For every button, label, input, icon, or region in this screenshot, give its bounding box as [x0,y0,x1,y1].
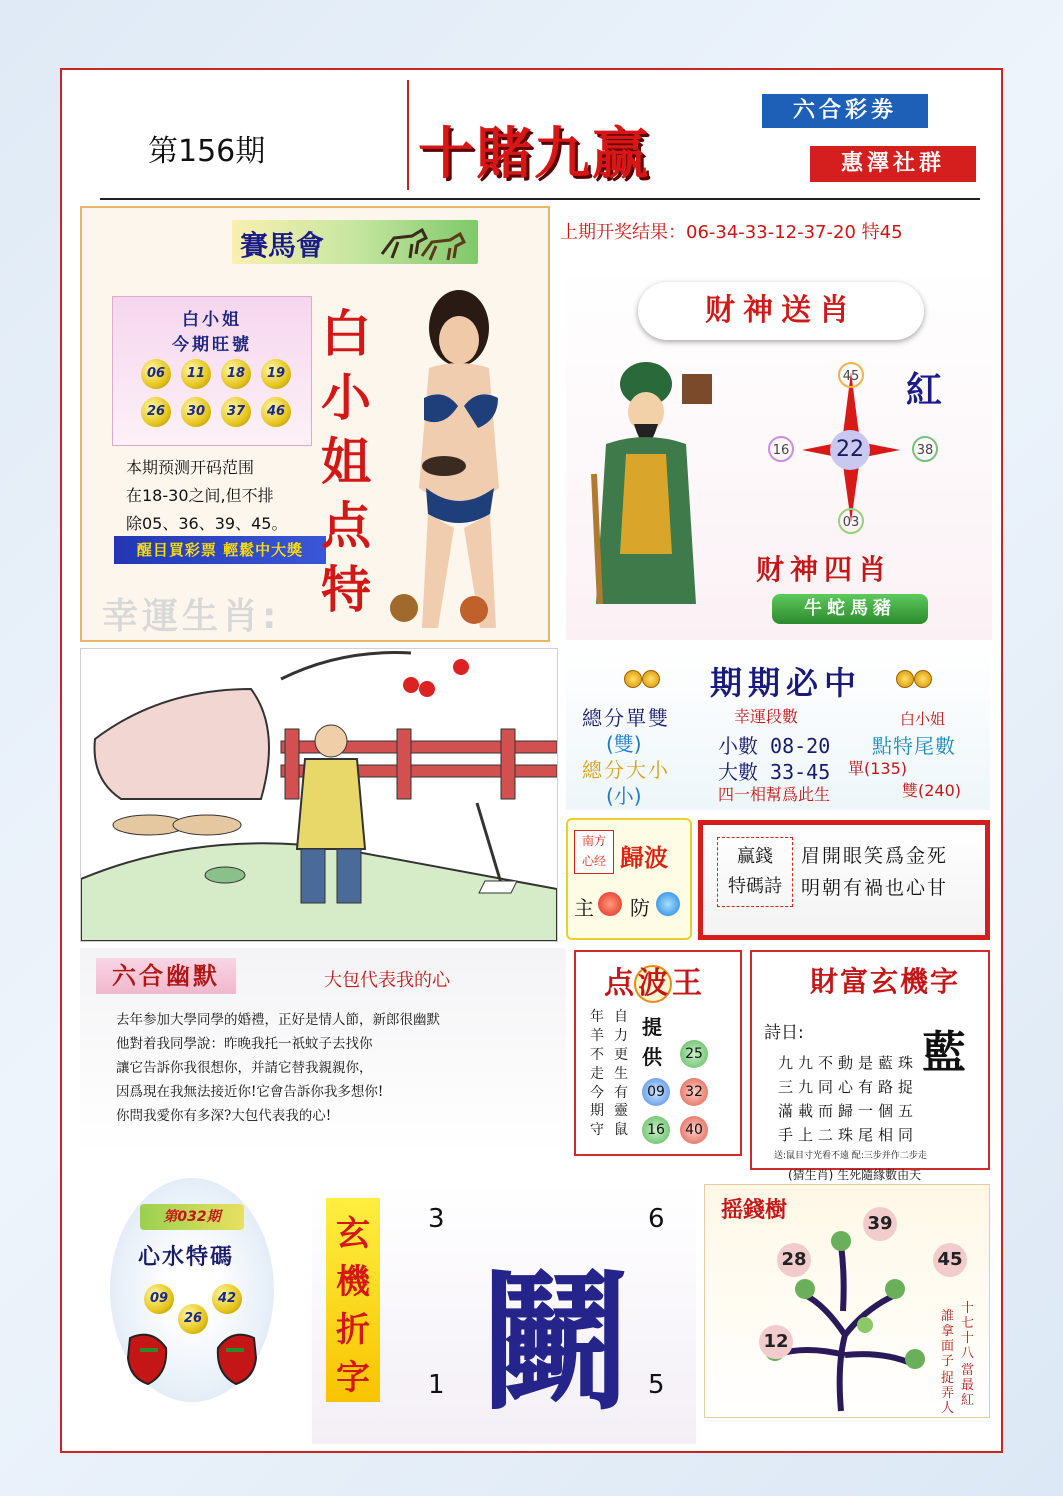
verse-column-1b: 期守 [590,1103,604,1138]
humor-line: 因爲現在我無法接近你!它會告訴你我多想你! [116,1084,384,1100]
total-size-label: 總分大小 [582,758,670,782]
poem-label: 赢錢 [737,846,773,867]
tree-illustration [745,1225,935,1415]
four-zodiac-title: 财神四肖 [756,553,893,586]
color-king-panel [574,950,742,1156]
corner-number-bl: 1 [428,1370,445,1400]
number-ball: 37 [221,397,251,427]
horse-racing-icon [372,224,472,262]
riddle-line: 手上二珠尾相同 [778,1126,919,1144]
humor-body [116,1008,560,1128]
number-right: 38 [912,436,938,462]
number-top: 45 [838,362,864,388]
miss-bai-label: 白小姐 [900,710,946,728]
issue-number: 第156期 [148,134,266,169]
headline-char: 特 [321,560,371,619]
riddle-line: 滿載而歸一個五 [778,1102,919,1120]
tag-lottery: 六合彩劵 [762,94,928,128]
total-oddeven-value: (雙) [606,732,642,756]
humor-line: 讓它告訴你我很想你，并請它替我親親你， [116,1060,373,1076]
title-char: 王 [672,966,702,1001]
poster-frame [60,68,1003,1453]
number-center: 22 [830,430,870,470]
humor-title: 六合幽默 [96,958,236,994]
prediction-text [126,454,326,538]
tail-number-label: 點特尾數 [872,734,956,758]
blue-ball-icon [656,892,680,916]
tree-verse-b2: 當最紅 [961,1363,975,1408]
poem-label: 特碼詩 [728,876,782,897]
guaranteed-hit-title: 期期必中 [710,664,863,702]
poem-label-box [717,837,793,907]
main-label: 主 [574,896,594,920]
corner-number-tl: 3 [428,1204,445,1234]
number-ball: 11 [181,359,211,389]
riddle-line: 三九同心有路捉 [778,1078,919,1096]
header-rule [100,198,980,200]
mystic-label-bar [326,1198,380,1402]
pink-title-1: 白小姐 [182,310,242,330]
title-char-circled: 波 [634,965,672,1003]
number-ball: 18 [221,359,251,389]
small-range: 小數 08-20 [718,734,831,758]
south-badge [574,830,614,874]
brand-title: 十賭九赢 [418,121,650,187]
number-ball: 30 [181,397,211,427]
color-char: 紅 [906,370,943,411]
horse-club-panel [80,206,550,642]
boxing-gloves-icon [122,1328,262,1392]
wealth-god-panel [566,268,992,640]
guaranteed-hit-panel [566,648,990,810]
headline-char: 小 [321,368,371,427]
mystic-label-char: 折 [336,1310,370,1350]
header-divider [407,80,409,190]
tree-verse-a: 誰拿面子 [941,1309,955,1369]
mystic-label-char: 字 [336,1358,370,1398]
horse-club-label: 賽馬會 [240,229,325,262]
coin-icon [914,670,932,688]
number-ball: 26 [178,1304,208,1334]
number-bottom: 03 [838,508,864,534]
headline-char: 姐 [321,432,371,491]
badge-line: 心经 [581,854,606,868]
humor-panel [80,948,566,1156]
humor-line: 他對着我同學說：昨晚我托一祇蚊子去找你 [116,1036,373,1052]
color-return-title: 歸波 [620,844,668,872]
headline-char: 白 [321,304,371,363]
pink-title-2: 今期旺號 [172,335,252,355]
coin-icon [642,670,660,688]
riddle-note: 送:鼠目寸光看不遠 配:三步并作二步走 [774,1151,927,1161]
tree-ball: 28 [777,1243,811,1277]
title-char: 点 [604,966,634,1001]
even-tail: 雙(240) [902,781,962,800]
story-illustration [80,648,558,942]
number-ball: 26 [141,397,171,427]
riddle-line: 九九不動是藍珠 [778,1054,919,1072]
wealth-title: 财神送肖 [638,282,924,340]
prediction-line: 除05、36、39、45。 [126,514,288,533]
special-poem-panel [698,820,990,940]
corner-number-br: 5 [648,1370,665,1400]
prediction-line: 在18-30之间,但不排 [126,486,274,505]
number-left: 16 [768,436,794,462]
total-size-value: (小) [606,784,642,808]
four-zodiac-animals: 牛蛇馬豬 [772,594,928,624]
color-king-title [604,958,702,1003]
fortune-riddle-title: 財富玄機字 [810,965,961,998]
poem-line-1: 眉開眼笑爲金死 [801,845,949,867]
tree-ball: 39 [863,1207,897,1241]
heart-special-title: 心水特碼 [138,1244,235,1270]
number-ball: 19 [261,359,291,389]
money-tree-panel [704,1184,990,1418]
total-oddeven-label: 總分單雙 [582,706,670,730]
humor-line: 去年参加大學同學的婚禮，正好是情人節，新郎很幽默 [116,1012,440,1028]
mystic-char-panel [312,1182,696,1444]
green-ball: 16 [642,1116,670,1144]
tag-community: 惠澤社群 [810,146,976,182]
tree-ball: 45 [933,1243,967,1277]
odd-tail: 單(135) [848,759,908,778]
mystic-label-char: 機 [336,1262,370,1302]
poem-line-2: 明朝有禍也心甘 [801,877,949,899]
last-result: 上期开奖结果：06-34-33-12-37-20 特45 [560,222,903,243]
guard-label: 防 [630,896,650,920]
number-ball: 42 [212,1284,242,1314]
badge-line: 南方 [581,834,606,848]
verse-column-1: 年羊不走今 [590,1009,604,1101]
riddle-foot: (猜生肖) 生死隨緣數由天 [788,1168,922,1182]
poem-prefix: 詩日: [764,1023,804,1043]
money-tree-title: 摇錢樹 [721,1197,788,1223]
number-ball: 46 [261,397,291,427]
humor-line: 你問我愛你有多深?大包代表我的心! [116,1108,332,1124]
model-photo [374,288,544,638]
coin-icon [896,670,914,688]
today-numbers-panel [112,296,312,446]
verse-column-2: 自力更生有 [614,1009,628,1101]
number-ball: 06 [141,359,171,389]
lucky-zodiac-label: 幸運生肖: [102,596,281,637]
humor-subtitle: 大包代表我的心 [324,970,450,991]
segment-motto: 四一相幫爲此生 [718,785,831,804]
riddle-big-char: 藍 [922,1027,966,1078]
prediction-line: 本期预测开码范围 [126,458,255,477]
lucky-segment-label: 幸運段數 [734,707,799,726]
red-ball: 32 [680,1078,708,1106]
number-ball: 09 [144,1284,174,1314]
mystic-label-char: 玄 [336,1214,370,1254]
red-ball: 40 [680,1116,708,1144]
wealth-god-illustration [586,354,716,614]
vertical-headline [318,302,374,622]
headline-char: 点 [321,496,371,555]
red-ball-icon [598,892,622,916]
issue-banner: 第032期 [140,1204,244,1230]
coin-icon [624,670,642,688]
tree-ball: 12 [759,1325,793,1359]
green-ball: 25 [680,1040,708,1068]
slogan-strip: 醒目買彩票 輕鬆中大獎 [114,536,326,564]
large-range: 大數 33-45 [718,760,831,784]
tree-verse-a2: 捉弄人 [941,1371,955,1416]
south-color-panel [566,818,692,940]
mystic-big-char: 鬭 [480,1255,631,1431]
corner-number-tr: 6 [648,1204,665,1234]
tree-verse-b: 十七十八 [961,1301,975,1361]
fortune-riddle-panel [750,950,990,1182]
horse-club-title [232,220,478,264]
heart-special-panel [110,1178,274,1402]
blue-ball: 09 [642,1078,670,1106]
verse-column-2b: 靈鼠 [614,1103,628,1138]
provide-label: 提供 [642,1015,662,1069]
